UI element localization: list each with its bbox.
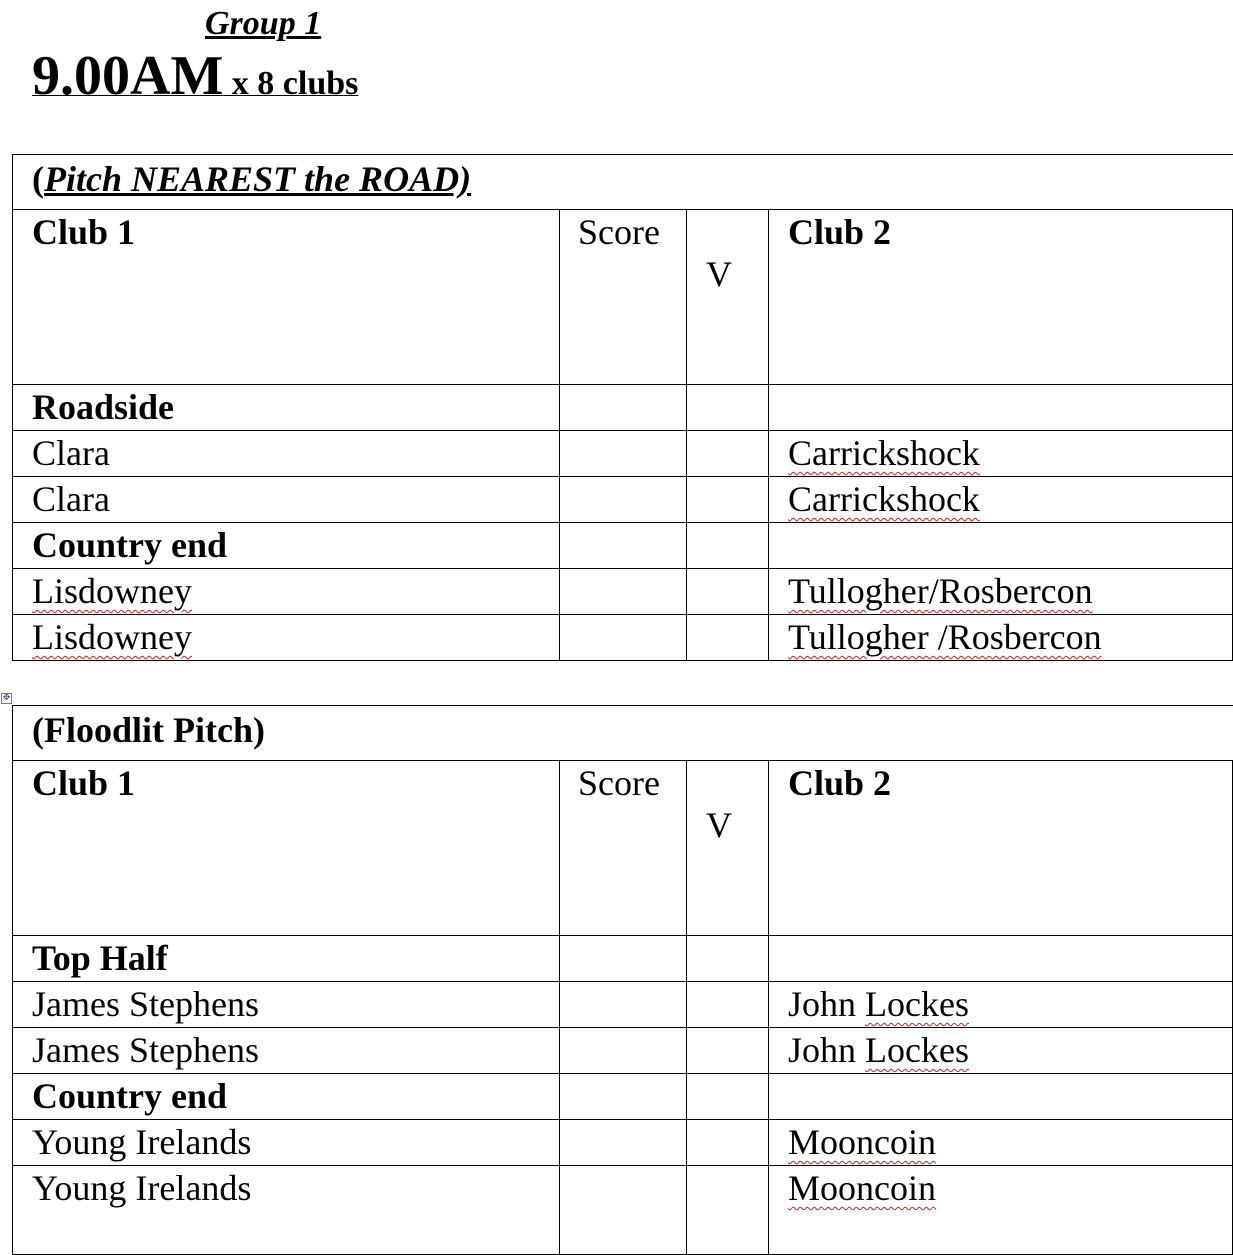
group-title: Group 1 bbox=[205, 5, 322, 42]
section-label: Roadside bbox=[13, 385, 560, 431]
score-cell[interactable] bbox=[560, 385, 687, 431]
vs-cell bbox=[687, 1074, 769, 1120]
vs-cell bbox=[687, 615, 769, 661]
pitch-title bbox=[13, 155, 1233, 210]
club2-name-last: Lockes bbox=[865, 984, 969, 1024]
vs-cell bbox=[687, 431, 769, 477]
club2-cell bbox=[769, 431, 1233, 477]
section-label: Country end bbox=[13, 1074, 560, 1120]
score-cell[interactable] bbox=[560, 523, 687, 569]
club2-name-first: John bbox=[788, 984, 866, 1024]
club2-cell bbox=[769, 1074, 1233, 1120]
score-cell[interactable] bbox=[560, 1028, 687, 1074]
score-cell[interactable] bbox=[560, 1074, 687, 1120]
score-cell[interactable] bbox=[560, 477, 687, 523]
club2-cell bbox=[769, 982, 1233, 1028]
table-row bbox=[13, 615, 1233, 661]
score-cell[interactable] bbox=[560, 936, 687, 982]
club2-cell bbox=[769, 1166, 1233, 1255]
vs-cell bbox=[687, 1028, 769, 1074]
score-cell[interactable] bbox=[560, 1166, 687, 1255]
club1-cell: Young Irelands bbox=[13, 1120, 560, 1166]
column-header-club2: Club 2 bbox=[769, 210, 1233, 385]
vs-cell bbox=[687, 523, 769, 569]
vs-cell bbox=[687, 982, 769, 1028]
table-row bbox=[13, 569, 1233, 615]
vs-cell bbox=[687, 385, 769, 431]
club2-cell bbox=[769, 523, 1233, 569]
vs-cell bbox=[687, 477, 769, 523]
club2-cell bbox=[769, 1028, 1233, 1074]
table-row bbox=[13, 1166, 1233, 1255]
score-cell[interactable] bbox=[560, 615, 687, 661]
club2-cell bbox=[769, 1120, 1233, 1166]
column-header-club1: Club 1 bbox=[13, 210, 560, 385]
club2-cell bbox=[769, 936, 1233, 982]
column-header-club2: Club 2 bbox=[769, 761, 1233, 936]
vs-cell bbox=[687, 1166, 769, 1255]
club2-name-last: Lockes bbox=[865, 1030, 969, 1070]
club2-name: Tullogher /Rosbercon bbox=[788, 617, 1102, 657]
section-label: Top Half bbox=[13, 936, 560, 982]
score-cell[interactable] bbox=[560, 569, 687, 615]
pitch-title-text: Pitch NEAREST the ROAD) bbox=[44, 159, 472, 199]
table-row bbox=[13, 1028, 1233, 1074]
fixtures-table-roadside-pitch bbox=[12, 154, 1233, 661]
score-cell[interactable] bbox=[560, 982, 687, 1028]
club1-cell bbox=[13, 615, 560, 661]
club1-name: Lisdowney bbox=[32, 617, 192, 657]
club1-cell: Young Irelands bbox=[13, 1166, 560, 1255]
club1-cell bbox=[13, 569, 560, 615]
pitch-title-open: ( bbox=[32, 159, 44, 199]
club1-cell: Clara bbox=[13, 431, 560, 477]
column-header-vs: V bbox=[687, 761, 769, 936]
club1-cell: James Stephens bbox=[13, 1028, 560, 1074]
column-header-club1: Club 1 bbox=[13, 761, 560, 936]
club2-cell bbox=[769, 385, 1233, 431]
clubs-count: x 8 clubs bbox=[223, 65, 359, 102]
club2-cell bbox=[769, 615, 1233, 661]
start-time: 9.00AM bbox=[32, 45, 224, 107]
club1-cell: James Stephens bbox=[13, 982, 560, 1028]
table-row bbox=[13, 1120, 1233, 1166]
score-cell[interactable] bbox=[560, 1120, 687, 1166]
club2-cell bbox=[769, 569, 1233, 615]
vs-cell bbox=[687, 936, 769, 982]
club2-name: Carrickshock bbox=[788, 433, 980, 473]
column-header-score: Score bbox=[560, 210, 687, 385]
section-label: Country end bbox=[13, 523, 560, 569]
club2-name: Tullogher/Rosbercon bbox=[788, 571, 1093, 611]
club2-name: Carrickshock bbox=[788, 479, 980, 519]
fixtures-table-floodlit-pitch bbox=[12, 705, 1233, 1255]
club2-name: Mooncoin bbox=[788, 1168, 936, 1208]
club2-cell bbox=[769, 477, 1233, 523]
table-row bbox=[13, 477, 1233, 523]
club1-cell: Clara bbox=[13, 477, 560, 523]
vs-cell bbox=[687, 569, 769, 615]
table-row bbox=[13, 431, 1233, 477]
score-cell[interactable] bbox=[560, 431, 687, 477]
vs-cell bbox=[687, 1120, 769, 1166]
pitch-title: (Floodlit Pitch) bbox=[13, 706, 1233, 761]
table-move-handle-icon[interactable]: ✥ bbox=[2, 693, 11, 703]
club1-name: Lisdowney bbox=[32, 571, 192, 611]
table-row bbox=[13, 982, 1233, 1028]
club2-name-first: John bbox=[788, 1030, 866, 1070]
column-header-score: Score bbox=[560, 761, 687, 936]
start-time-heading bbox=[32, 46, 358, 120]
column-header-vs: V bbox=[687, 210, 769, 385]
club2-name: Mooncoin bbox=[788, 1122, 936, 1162]
